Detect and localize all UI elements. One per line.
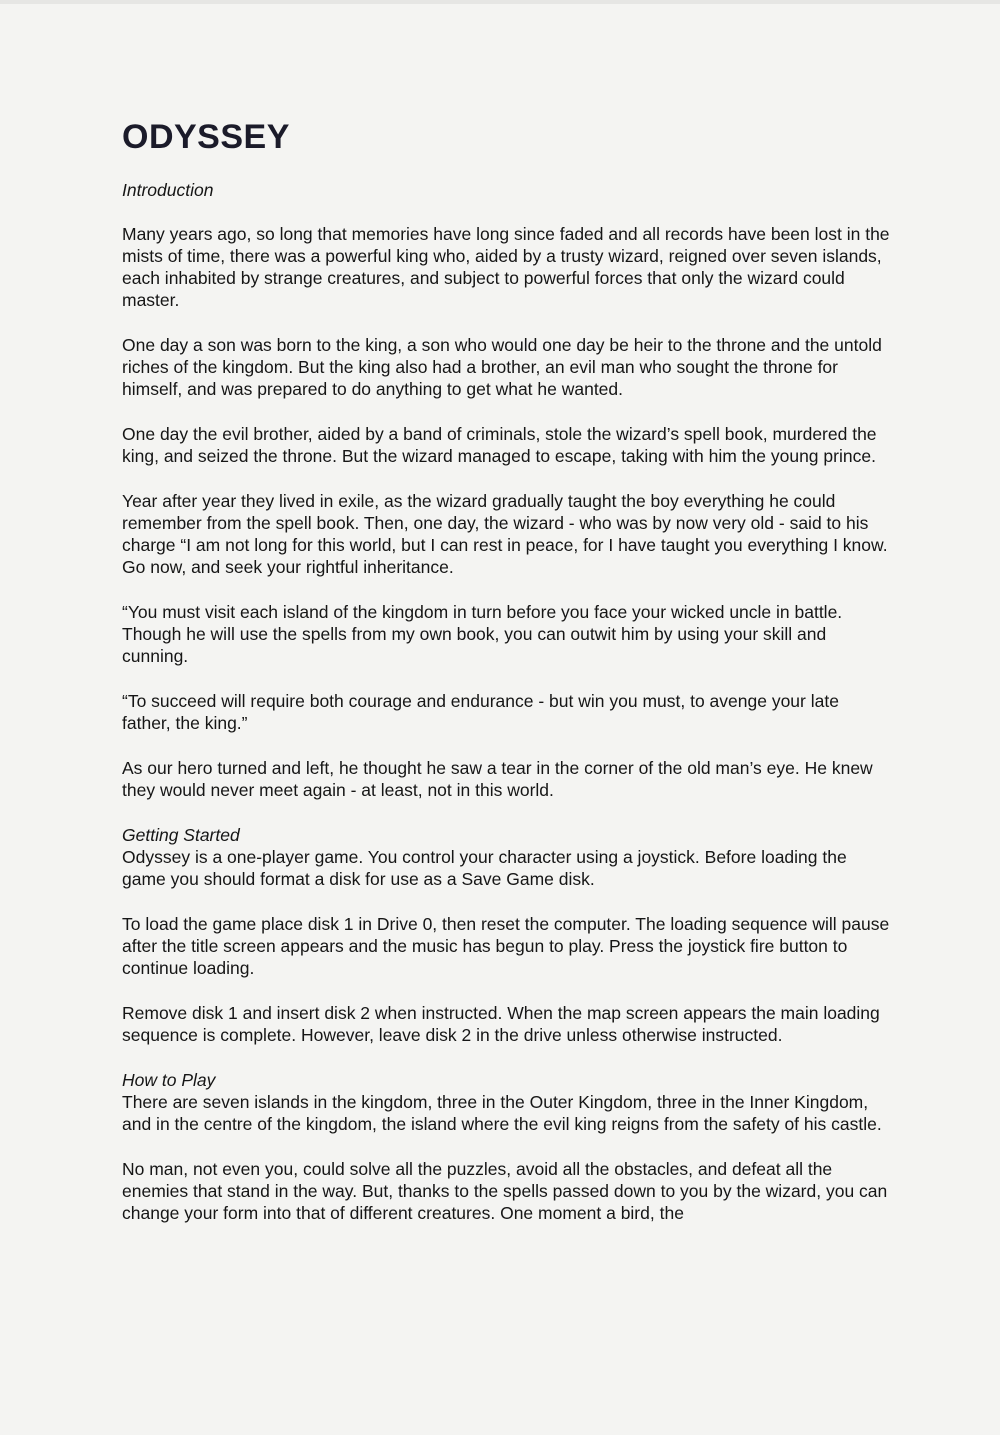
introduction-paragraph: Many years ago, so long that memories have long since faded and all records have been lost in the mists of time, there was a powerful king who, aided by a trusty wizard, reigned over seven islands, each inhabited by strange creatures, and subject to powerful forces that only the wizard could master. [122,224,890,310]
introduction-paragraph: One day the evil brother, aided by a band of criminals, stole the wizard’s spell book, murdered the king, and seized the throne. But the wizard managed to escape, taking with him the young prince. [122,424,877,466]
introduction-paragraph: Year after year they lived in exile, as the wizard gradually taught the boy everything he could remember from the spell book. Then, one day, the wizard - who was by now very old - said to his charge “I am not long for this world, but I can rest in peace, for I have taught you everything I know. Go now, and seek your rightful inheritance. [122,491,888,577]
introduction-paragraph: “To succeed will require both courage and endurance - but win you must, to avenge your late father, the king.” [122,691,839,733]
how-to-play-heading: How to Play [122,1070,216,1090]
introduction-paragraph: “You must visit each island of the kingdom in turn before you face your wicked uncle in battle. Though he will use the spells from my own book, you can outwit him by using your skill and cunning. [122,602,843,666]
getting-started-paragraph: To load the game place disk 1 in Drive 0, then reset the computer. The loading sequence will pause after the title screen appears and the music has begun to play. Press the joystick fire button to continue loading. [122,914,890,978]
section-getting-started [122,824,890,1046]
how-to-play-paragraph: There are seven islands in the kingdom, three in the Outer Kingdom, three in the Inner Kingdom, and in the centre of the kingdom, the island where the evil king reigns from the safety of his castle. [122,1092,882,1134]
getting-started-paragraph: Odyssey is a one-player game. You control your character using a joystick. Before loading the game you should format a disk for use as a Save Game disk. [122,847,847,889]
introduction-heading: Introduction [122,180,214,200]
introduction-paragraph: As our hero turned and left, he thought he saw a tear in the corner of the old man’s eye. He knew they would never meet again - at least, not in this world. [122,758,873,800]
document-title: ODYSSEY [122,118,290,156]
getting-started-heading: Getting Started [122,825,240,845]
introduction-paragraph: One day a son was born to the king, a son who would one day be heir to the throne and the untold riches of the kingdom. But the king also had a brother, an evil man who sought the throne for himself, and was prepared to do anything to get what he wanted. [122,335,882,399]
section-how-to-play [122,1069,890,1224]
how-to-play-paragraph: No man, not even you, could solve all the puzzles, avoid all the obstacles, and defeat all the enemies that stand in the way. But, thanks to the spells passed down to you by the wizard, you can change your form into that of different creatures. One moment a bird, the [122,1159,888,1223]
page-edge [0,0,1000,4]
getting-started-paragraph: Remove disk 1 and insert disk 2 when instructed. When the map screen appears the main loading sequence is complete. However, leave disk 2 in the drive unless otherwise instructed. [122,1003,880,1045]
section-introduction [122,179,890,801]
